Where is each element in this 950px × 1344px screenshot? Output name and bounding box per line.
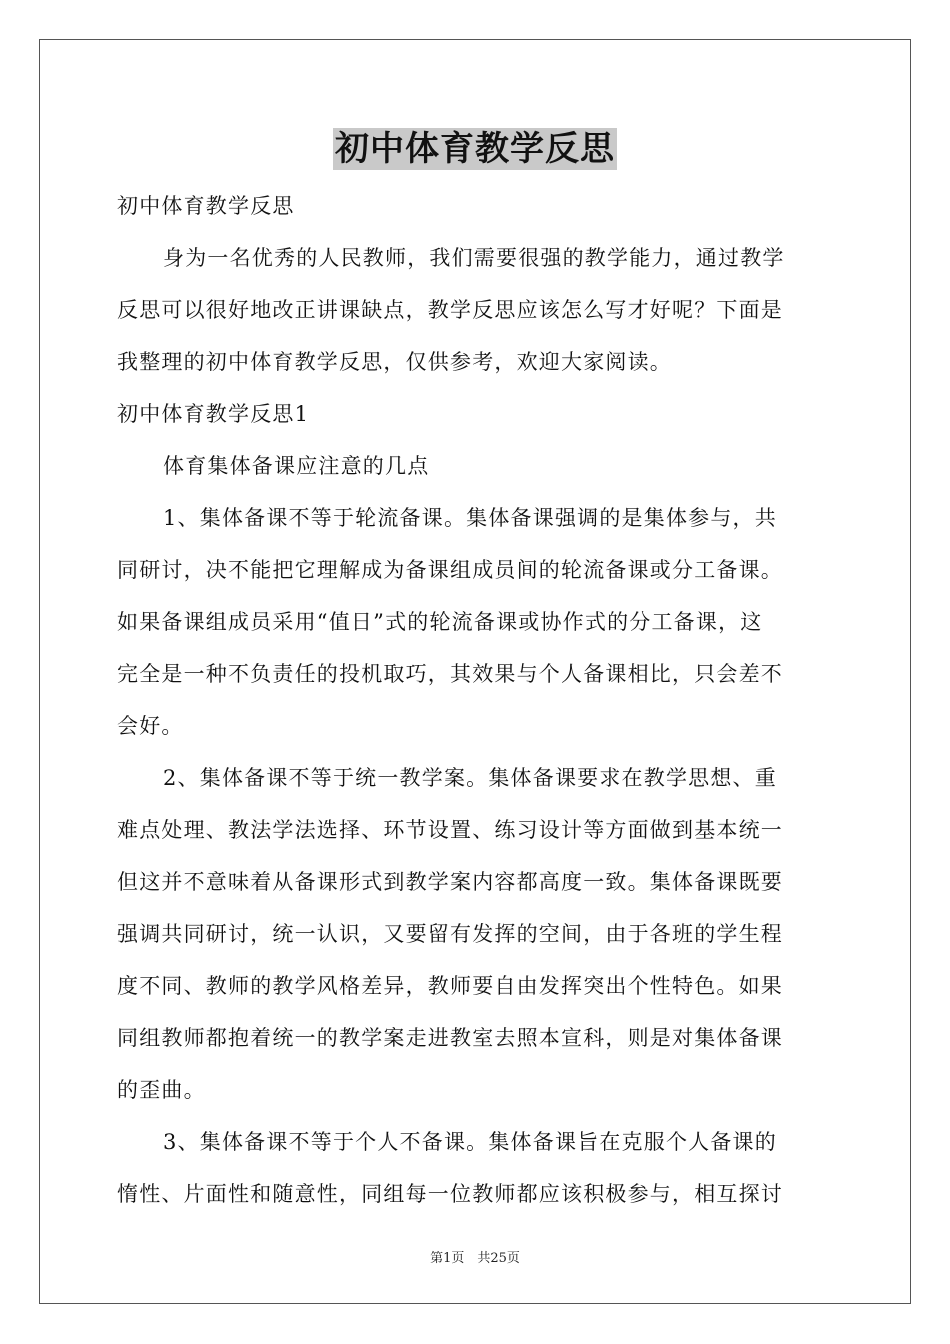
text-line: 2、集体备课不等于统一教学案。集体备课要求在教学思想、重 [163,766,777,790]
text-line: 初中体育教学反思 [117,194,295,218]
text-line: 的歪曲。 [117,1078,206,1102]
title-container [0,128,950,170]
text-line: 度不同、教师的教学风格差异，教师要自由发挥突出个性特色。如果 [117,974,783,998]
page-footer: 第1页 共25页 [430,1251,520,1266]
text-line: 反思可以很好地改正讲课缺点，教学反思应该怎么写才好呢？下面是 [117,298,783,322]
text-line: 会好。 [117,714,184,738]
document-title: 初中体育教学反思 [335,129,615,169]
text-line: 强调共同研讨，统一认识，又要留有发挥的空间，由于各班的学生程 [117,922,783,946]
text-line: 3、集体备课不等于个人不备课。集体备课旨在克服个人备课的 [163,1130,777,1154]
text-line: 但这并不意味着从备课形式到教学案内容都高度一致。集体备课既要 [117,870,783,894]
text-line: 难点处理、教法学法选择、环节设置、练习设计等方面做到基本统一 [117,818,783,842]
text-line: 1、集体备课不等于轮流备课。集体备课强调的是集体参与，共 [163,506,777,530]
text-line: 初中体育教学反思1 [117,402,310,426]
text-line: 如果备课组成员采用“值日”式的轮流备课或协作式的分工备课，这 [117,610,763,634]
document-body [117,180,833,1220]
text-line: 完全是一种不负责任的投机取巧，其效果与个人备课相比，只会差不 [117,662,783,686]
text-line: 体育集体备课应注意的几点 [163,454,430,478]
text-line: 惰性、片面性和随意性，同组每一位教师都应该积极参与，相互探讨 [117,1182,783,1206]
text-line: 我整理的初中体育教学反思，仅供参考，欢迎大家阅读。 [117,350,672,374]
text-line: 身为一名优秀的人民教师，我们需要很强的教学能力，通过教学 [163,246,785,270]
text-line: 同研讨，决不能把它理解成为备课组成员间的轮流备课或分工备课。 [117,558,783,582]
text-line: 同组教师都抱着统一的教学案走进教室去照本宣科，则是对集体备课 [117,1026,783,1050]
